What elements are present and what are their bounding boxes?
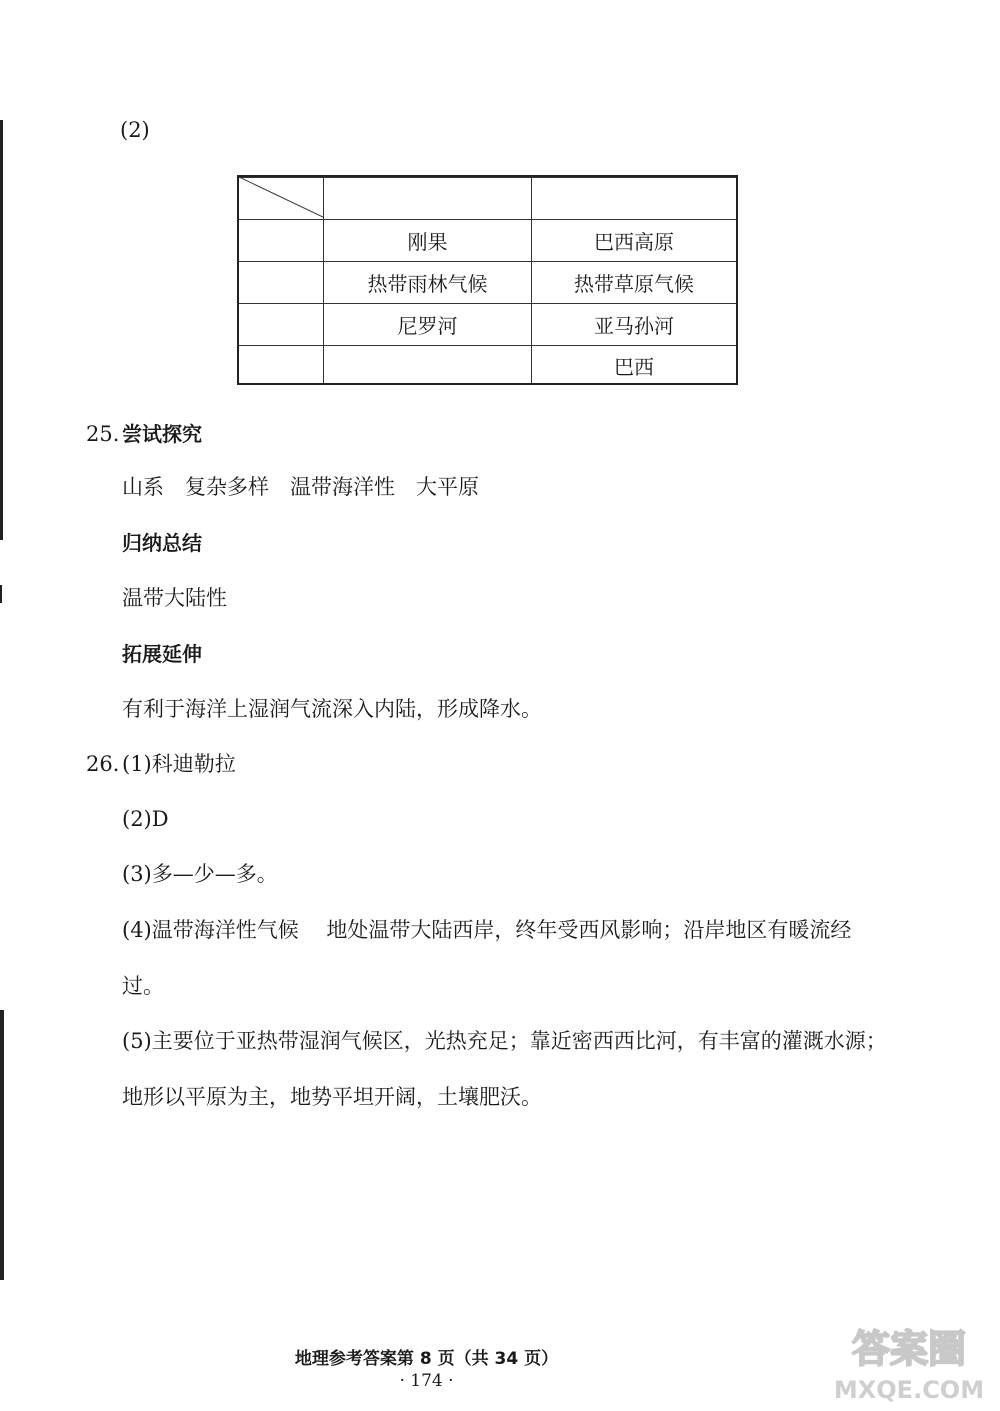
table-cell: 亚马孙河 — [531, 304, 736, 345]
table-cell: 巴西 — [531, 346, 736, 385]
answer-text: (5)主要位于亚热带湿润气候区，光热充足；靠近密西西比河，有丰富的灌溉水源； — [122, 1029, 887, 1053]
table-row — [239, 219, 736, 261]
scan-edge-mark — [0, 120, 3, 540]
answer-text: (3)多—少—多。 — [122, 862, 278, 886]
scan-edge-mark — [0, 585, 2, 603]
table-cell — [239, 346, 323, 385]
answer-text: (4)温带海洋性气候 地处温带大陆西岸，终年受西风影响；沿岸地区有暖流经 — [122, 918, 852, 942]
answer-text: (2)D — [122, 807, 169, 831]
question-24-part-label: (2) — [120, 118, 150, 142]
answer-text: 有利于海洋上湿润气流深入内陆，形成降水。 — [122, 697, 542, 721]
table-cell — [239, 304, 323, 345]
table-cell: 巴西高原 — [531, 220, 736, 261]
answer-text: 温带大陆性 — [122, 586, 227, 610]
answer-text: (1)科迪勒拉 — [122, 752, 236, 776]
table-cell — [239, 262, 323, 303]
table-row — [239, 177, 736, 219]
watermark-logo — [823, 1320, 995, 1406]
page-number: · 174 · — [399, 1371, 454, 1391]
footer-page-title: 地理参考答案第 8 页（共 34 页） — [294, 1349, 559, 1369]
watermark-url-text: MXQE.COM — [833, 1376, 985, 1404]
table-row — [239, 345, 736, 385]
section-heading-summary: 归纳总结 — [122, 531, 202, 555]
table-cell — [323, 346, 531, 385]
question-26-number: 26. — [86, 752, 120, 776]
table-cell — [239, 178, 323, 219]
answer-table — [237, 175, 738, 385]
section-heading-explore: 尝试探究 — [122, 422, 202, 446]
table-cell — [239, 220, 323, 261]
table-cell: 热带草原气候 — [531, 262, 736, 303]
answer-text: 山系 复杂多样 温带海洋性 大平原 — [122, 475, 479, 499]
table-cell: 刚果 — [323, 220, 531, 261]
section-heading-extension: 拓展延伸 — [122, 642, 202, 666]
question-25-number: 25. — [86, 422, 120, 446]
scan-edge-mark — [0, 1010, 4, 1280]
watermark-logo-text: 答案圈 — [851, 1327, 967, 1371]
table-cell: 尼罗河 — [323, 304, 531, 345]
table-cell: 热带雨林气候 — [323, 262, 531, 303]
table-row — [239, 303, 736, 345]
answer-text: 地形以平原为主，地势平坦开阔，土壤肥沃。 — [122, 1085, 542, 1109]
table-cell — [323, 178, 531, 219]
table-row — [239, 261, 736, 303]
answer-text: 过。 — [122, 974, 164, 998]
table-cell — [531, 178, 736, 219]
